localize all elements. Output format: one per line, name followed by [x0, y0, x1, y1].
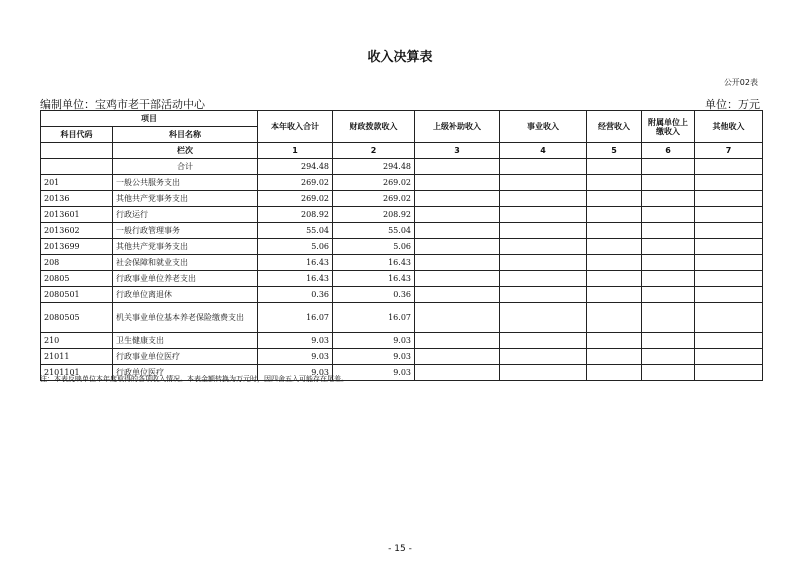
header-fiscal: 财政拨款收入: [333, 111, 415, 143]
index-row-blank: [41, 143, 113, 159]
total-label: 合计: [113, 159, 258, 175]
table-row: [41, 207, 763, 223]
index-col-2: 2: [333, 143, 415, 159]
index-col-5: 5: [587, 143, 642, 159]
header-operating: 经营收入: [587, 111, 642, 143]
table-row: [41, 255, 763, 271]
income-table: [40, 110, 763, 381]
table-row: [41, 271, 763, 287]
row-fiscal: 269.02: [333, 175, 415, 191]
row-total: 9.03: [258, 333, 333, 349]
row-fiscal: 9.03: [333, 349, 415, 365]
table-row: [41, 191, 763, 207]
header-upper-subsidy: 上级补助收入: [415, 111, 500, 143]
index-col-4: 4: [500, 143, 587, 159]
row-fiscal: 9.03: [333, 333, 415, 349]
row-fiscal: 269.02: [333, 191, 415, 207]
row-code: 210: [41, 333, 113, 349]
row-total: 5.06: [258, 239, 333, 255]
header-affiliated: 附属单位上缴收入: [642, 111, 695, 143]
header-project: 项目: [41, 111, 258, 127]
table-row: [41, 303, 763, 333]
row-code: 20136: [41, 191, 113, 207]
row-name: 一般公共服务支出: [113, 175, 258, 191]
table-row: [41, 239, 763, 255]
row-fiscal: 5.06: [333, 239, 415, 255]
total-row: [41, 159, 763, 175]
header-business: 事业收入: [500, 111, 587, 143]
page-number: - 15 -: [388, 544, 412, 554]
row-name: 其他共产党事务支出: [113, 239, 258, 255]
row-code: 2013602: [41, 223, 113, 239]
row-fiscal: 55.04: [333, 223, 415, 239]
table-row: [41, 287, 763, 303]
row-code: 20805: [41, 271, 113, 287]
row-total: 269.02: [258, 191, 333, 207]
unit-label: 单位：万元: [705, 98, 760, 111]
row-total: 0.36: [258, 287, 333, 303]
row-fiscal: 9.03: [333, 365, 415, 381]
table-row: [41, 223, 763, 239]
row-code: 208: [41, 255, 113, 271]
row-name: 行政运行: [113, 207, 258, 223]
row-fiscal: 16.43: [333, 271, 415, 287]
organization-label: 编制单位：宝鸡市老干部活动中心: [40, 98, 205, 111]
header-code: 科目代码: [41, 127, 113, 143]
row-total: 16.07: [258, 303, 333, 333]
total-code: [41, 159, 113, 175]
index-col-3: 3: [415, 143, 500, 159]
row-fiscal: 208.92: [333, 207, 415, 223]
row-code: 2013699: [41, 239, 113, 255]
row-code: 2101101: [41, 365, 113, 381]
row-code: 21011: [41, 349, 113, 365]
table-row: [41, 175, 763, 191]
row-code: 2013601: [41, 207, 113, 223]
header-other: 其他收入: [695, 111, 763, 143]
row-name: 行政单位医疗: [113, 365, 258, 381]
page-title: 收入决算表: [367, 50, 433, 65]
row-name: 其他共产党事务支出: [113, 191, 258, 207]
row-name: 一般行政管理事务: [113, 223, 258, 239]
index-col-6: 6: [642, 143, 695, 159]
row-code: 2080505: [41, 303, 113, 333]
row-name: 行政事业单位医疗: [113, 349, 258, 365]
row-fiscal: 16.43: [333, 255, 415, 271]
index-row-label: 栏次: [113, 143, 258, 159]
row-name: 行政单位离退休: [113, 287, 258, 303]
row-name: 社会保障和就业支出: [113, 255, 258, 271]
row-fiscal: 0.36: [333, 287, 415, 303]
row-fiscal: 16.07: [333, 303, 415, 333]
total-income-value: 294.48: [258, 159, 333, 175]
row-total: 9.03: [258, 365, 333, 381]
row-name: 行政事业单位养老支出: [113, 271, 258, 287]
total-fiscal-value: 294.48: [333, 159, 415, 175]
row-name: 机关事业单位基本养老保险缴费支出: [113, 303, 258, 333]
header-total-income: 本年收入合计: [258, 111, 333, 143]
row-total: 269.02: [258, 175, 333, 191]
index-col-1: 1: [258, 143, 333, 159]
row-total: 16.43: [258, 255, 333, 271]
row-code: 201: [41, 175, 113, 191]
row-total: 16.43: [258, 271, 333, 287]
header-name: 科目名称: [113, 127, 258, 143]
row-name: 卫生健康支出: [113, 333, 258, 349]
row-total: 9.03: [258, 349, 333, 365]
row-total: 55.04: [258, 223, 333, 239]
table-row: [41, 349, 763, 365]
row-total: 208.92: [258, 207, 333, 223]
index-col-7: 7: [695, 143, 763, 159]
table-note: 注：本表反映单位本年度取得的各项收入情况。本表金额转换为万元时，因四舍五入可能存在尾差。: [40, 375, 348, 383]
table-row: [41, 333, 763, 349]
row-code: 2080501: [41, 287, 113, 303]
form-code: 公开02表: [723, 78, 758, 87]
